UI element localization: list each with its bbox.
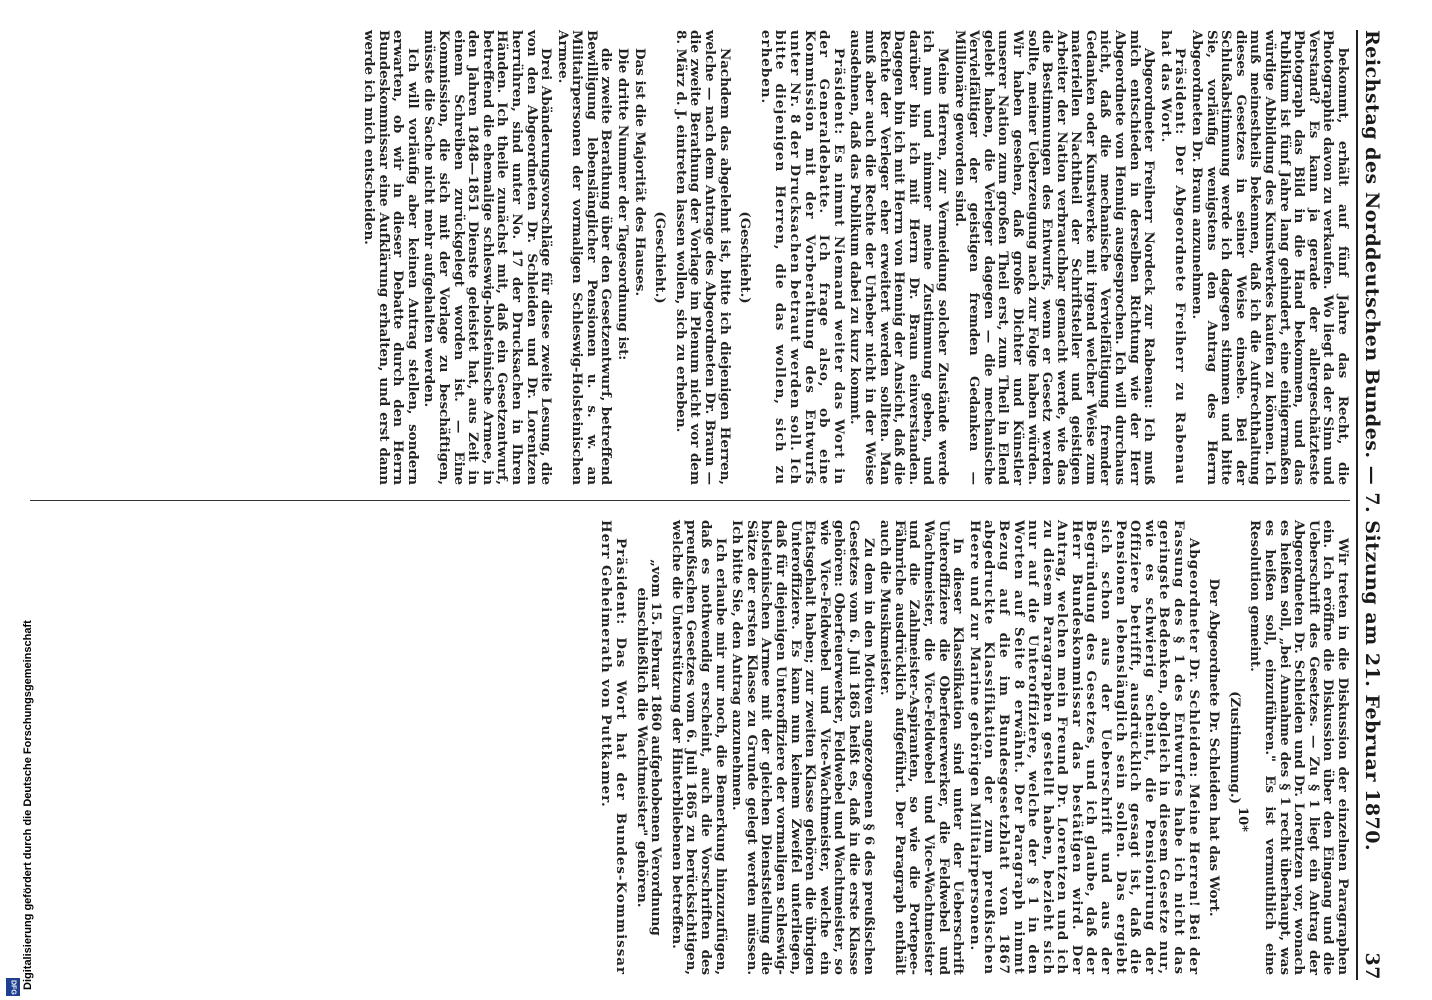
paragraph: Meine Herren, zur Vermeidung solcher Zustände werde ich nun und nimmer meine Zustimmung geben, und darüber bin ich mit Herrn Dr. Braun einverstanden. Dagegen bin ich mit Herrn von Hennig der Ansicht, daß die Rechte der Verleger eher erweitert werden sollten. Man muß aber auch die Rechte der Urheber nicht in der Weise ausdehnen, daß das Publikum dabei zu kurz kommt. xyxy=(847,30,951,485)
paragraph: Nachdem das abgelehnt ist, bitte ich diejenigen Herren, welche — nach dem Antrage des Abgeordneten Dr. Braun — die zweite Berathung der Vorlage im Plenum nicht vor dem 8. März d. J. eintreten lassen wollen, sich zu erheben. xyxy=(672,30,733,485)
paragraph: Wir treten in die Diskussion der einzelnen Paragraphen ein. Ich eröffne die Diskussion über den Eingang und die Ueberschrift des Gesetzes. — Zu § 1 liegt ein Antrag der Abgeordneten Dr. Schleiden und Dr. Lorentzen vor, wonach es heißen soll, „bei Annahme des § 1 recht überhaupt, was es heißen soll, einzuführen." Es ist vermuthlich eine Resolution gemeint. xyxy=(1247,520,1351,975)
agenda-item: die zweite Berathung über den Gesetzentwurf, betreffend Bewilligung lebenslänglicher Pensionen u. s. w. an Militairpersonen der vormaligen Schleswig-Holsteinischen Armee. xyxy=(554,30,615,485)
column-divider xyxy=(30,500,1350,501)
speaker-paragraph: Präsident: Das Wort hat der Bundes-Kommissar Herr Geheimerath von Puttkamer. xyxy=(598,520,630,975)
paragraph: Das ist die Majorität des Hauses. xyxy=(631,48,648,297)
running-header xyxy=(1356,30,1386,980)
scanned-page xyxy=(10,0,1390,1000)
paragraph: Die dritte Nummer der Tagesordnung ist: xyxy=(615,48,632,361)
credit-text: Digitalisierung gefördert durch die Deutsche Forschungsgemeinschaft xyxy=(22,620,34,990)
paragraph: In dieser Klassifikation sind unter der Ueberschrift Unteroffiziere die Oberfeuerwerker, die Feldwebel und Wachtmeister, die Vice-Feldwebel und Vice-Wachtmeister und die Zahlmeister-Aspiranten, so wie die Portepee-Fähnriche ausdrücklich aufgeführt. Der Paragraph enthält auch die Musikmeister. xyxy=(877,520,967,975)
speaker-paragraph: Abgeordneter Dr. Schleiden: Meine Herren! Bei der Fassung des § 1 des Entwurfes habe ich nicht das geringste Bedenken, obgleich in diesem Gesetze nur, wie es schwierig scheint, die Pensionirung der Offiziere betrifft, ausdrücklich gesagt ist, daß die Pensionen lebenslänglich sein sollen. Das ergiebt sich schon aus der Ueberschrift und aus der Begründung des Gesetzes, und ich glaube, daß der Herr Bundeskommissar das bestätigen wird. Der Antrag, welchen mein Freund Dr. Lorentzen und ich zu diesem Paragraphen gestellt haben, bezieht sich nur auf die Unteroffiziere, welche der § 1 in den Worten auf Seite 8 erwähnt. Der Paragraph nimmt Bezug auf die im Bundesgesetzblatt von 1867 abgedruckte Klassifikation der zum preußischen Heere und zur Marine gehörigen Militairpersonen. xyxy=(966,520,1202,975)
speaker-paragraph: Präsident: Es nimmt Niemand weiter das Wort in der Generaldebatte. Ich frage also, ob eine Kommission mit der Vorberathung des Entwurfs unter Nr. 8 der Drucksachen betraut werden soll. Ich bitte diejenigen Herren, die das wollen, sich zu erheben. xyxy=(757,30,847,485)
digitization-credit xyxy=(2,0,34,1000)
paragraph: Zu dem in den Motiven angezogenen § 6 des preußischen Gesetzes vom 6. Juli 1865 heißt es, daß in die erste Klasse gehören: Oberfeuerwerker, Feldwebel und Wachtmeister, so wie Vice-Feldwebel und Vice-Wachtmeister, welche ein Etatsgehalt haben; zur zweiten Klasse gehören die übrigen Unteroffiziere. Es kann nun keinem Zweifel unterliegen, daß für diejenigen Unteroffiziere der vormaligen schleswig-holsteinischen Armee mit der gleichen Dienststellung die Sätze der ersten Klasse zu Grunde gelegt werden müssen. Ich bitte Sie, den Antrag anzunehmen. xyxy=(729,520,877,975)
stage-direction: (Geschieht.) xyxy=(652,211,669,304)
right-column xyxy=(597,520,1350,975)
quotation: „vom 15. Februar 1860 aufgehobenen Verordnung einschließlich die Wachtmeister" gehören. xyxy=(633,559,665,936)
page-marker: 10* xyxy=(1234,807,1250,832)
paragraph: Der Abgeordnete Dr. Schleiden hat das Wort. xyxy=(1206,578,1223,917)
left-column xyxy=(359,30,1350,485)
header-page-number: 37 xyxy=(1361,952,1383,980)
paragraph: Drei Abänderungsvorschläge für diese zweite Lesung, die von den Abgeordneten Dr. Schleiden und Dr. Lorentzen herrühren, sind unter No. 17 der Drucksachen in Ihren Händen. Ich theile zunächst mit, daß ein Gesetzentwurf, betreffend die ehemalige schleswig-holsteinische Armee, in den Jahren 1848—1851 Dienste geleistet hat, aus Zeit in einem Schreiben zurückgelegt worden ist. — Eine Kommission, die sich mit der Vorlage zu beschäftigen, müsste die Sache nicht mehr aufgehalten werden. xyxy=(421,30,555,485)
paragraph: Abgeordneter Freiherr Nordeck zur Rabenau: Ich muß mich entschieden in derselben Richtung wie der Herr Abgeordnete von Hennig ausgesprochen. Ich will durchaus nicht, daß die mechanische Vervielfältigung fremder Gedanken oder Kunstwerke mit irgend welcher Weise zum materiellen Nachtheil der Schriftsteller und geistigen Arbeiter der Nation verbrauchbar gemacht werde, wie das die Bestimmungen des Entwurfs, wenn er Gesetz werden sollte, meiner Ueberzeugung nach zur Folge haben würden. Wir haben gesehen, daß große Dichter und Künstler unserer Nation zum großen Theil erst, zum Theil in Elend gelebt haben, die Verleger dagegen — die mechanische Vervielfältiger der geistigen fremden Gedanken — Millionäre geworden sind. xyxy=(951,30,1158,485)
dfg-logo-icon: DFG xyxy=(6,978,20,996)
header-title: Reichstag des Norddeutschen Bundes. — 7. Sitzung am 21. Februar 1870. xyxy=(1361,30,1383,852)
stage-direction: (Geschieht.) xyxy=(737,211,754,304)
paragraph: Ich erlaube mir nur noch, die Bemerkung hinzuzufügen, daß es nothwendig erscheint, auch die Vorschriften des preußischen Gesetzes vom 6. Juli 1865 zu berücksichtigen, welche die Unterstützung der Hinterbliebenen betreffen. xyxy=(668,520,729,975)
stage-direction: (Zustimmung.) xyxy=(1226,691,1243,804)
paragraph: bekommt, erhält auf fünf Jahre das Recht, die Photographie davon zu verkaufen. Wo liegt da der Sinn und Verstand? Es kann ja gerade der allergeschätzteste Photograph das Bild in die Hand bekommen, und das Publikum ist fünf Jahre lang gehindert, eine einigermaßen würdige Abbildung des Kunstwerkes kaufen zu können. Ich muß meinestheils bekennen, daß ich die Aufrechthaltung dieses Gesetzes in seiner Weise einsehe. Bei der Schlußabstimmung werde ich dagegen stimmen und bitte Sie, vorläufig wenigstens den Antrag des Herrn Abgeordneten Dr. Braun anzunehmen. xyxy=(1189,30,1351,485)
speaker-paragraph: Präsident: Der Abgeordnete Freiherr zu Rabenau hat das Wort. xyxy=(1157,30,1189,485)
paragraph: Ich will vorläufig aber keinen Antrag stellen, sondern erwarten, ob wir in dieser Debatte durch den Herrn Bundeskommissar eine Aufklärung erhalten, und erst dann werde ich mich entscheiden. xyxy=(361,30,421,485)
